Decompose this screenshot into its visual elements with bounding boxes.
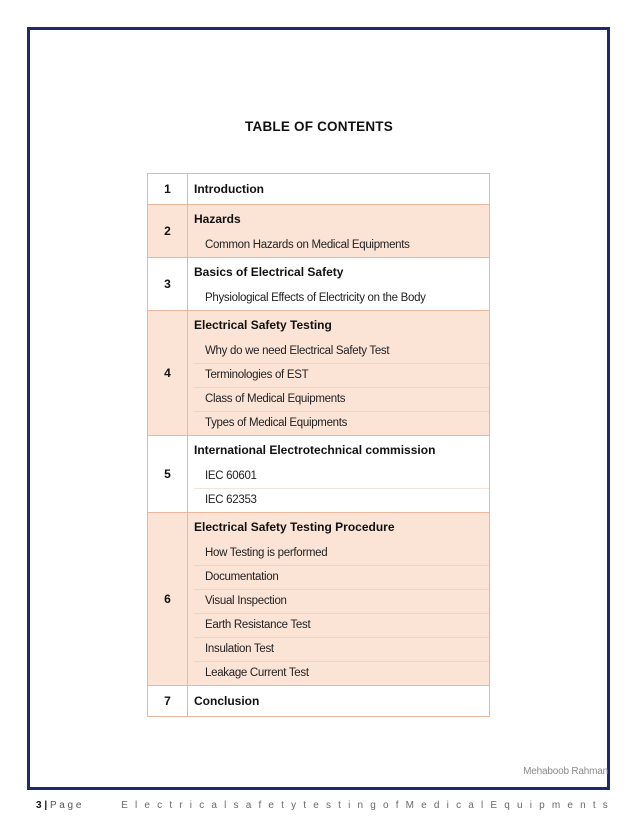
footer-document-title: E l e c t r i c a l s a f e t y t e s t i n g o f M e d i c a l E q u i p m e n t s — [121, 800, 610, 811]
section-content — [188, 258, 490, 311]
toc-row-6 — [148, 513, 490, 686]
section-number: 3 — [148, 258, 188, 311]
subsection-item: Common Hazards on Medical Equipments — [205, 239, 410, 251]
subsection-item: Leakage Current Test — [194, 661, 489, 685]
page-label: P a g e — [49, 800, 82, 811]
section-heading: Basics of Electrical Safety — [194, 265, 344, 279]
subsection-item: IEC 62353 — [194, 488, 489, 512]
section-content — [188, 513, 490, 686]
subsection-item: Visual Inspection — [194, 589, 489, 613]
section-heading: International Electrotechnical commission — [194, 443, 436, 457]
section-heading: Electrical Safety Testing Procedure — [194, 520, 395, 534]
toc-row-4 — [148, 311, 490, 436]
section-number: 4 — [148, 311, 188, 436]
toc-title: TABLE OF CONTENTS — [245, 119, 393, 134]
subsection-item: Types of Medical Equipments — [194, 411, 489, 435]
footer-separator: | — [44, 800, 48, 811]
subsection-item: Why do we need Electrical Safety Test — [205, 345, 390, 357]
toc-row-3 — [148, 258, 490, 311]
section-content — [188, 436, 490, 513]
subsection-item: IEC 60601 — [205, 470, 257, 482]
section-number: 1 — [148, 174, 188, 205]
author-name: Mehaboob Rahman — [523, 766, 608, 777]
section-content — [188, 311, 490, 436]
toc-table — [147, 173, 490, 717]
section-content — [188, 205, 490, 258]
subsection-item: Terminologies of EST — [194, 363, 489, 387]
section-heading: Introduction — [194, 181, 264, 196]
subsection-item: Earth Resistance Test — [194, 613, 489, 637]
section-number: 2 — [148, 205, 188, 258]
subsection-item: Documentation — [194, 565, 489, 589]
section-heading: Conclusion — [194, 693, 260, 708]
toc-row-7 — [148, 686, 490, 717]
subsection-item: Physiological Effects of Electricity on the Body — [205, 292, 426, 304]
subsection-item: Class of Medical Equipments — [194, 387, 489, 411]
page-number: 3 — [36, 800, 42, 811]
section-heading: Hazards — [194, 212, 241, 226]
section-number: 5 — [148, 436, 188, 513]
subsection-item: Insulation Test — [194, 637, 489, 661]
section-number: 7 — [148, 686, 188, 717]
section-number: 6 — [148, 513, 188, 686]
toc-row-1 — [148, 174, 490, 205]
section-content — [188, 686, 490, 717]
toc-row-2 — [148, 205, 490, 258]
toc-row-5 — [148, 436, 490, 513]
section-content — [188, 174, 490, 205]
section-heading: Electrical Safety Testing — [194, 318, 332, 332]
footer-page-info — [36, 800, 81, 811]
subsection-item: How Testing is performed — [205, 547, 328, 559]
